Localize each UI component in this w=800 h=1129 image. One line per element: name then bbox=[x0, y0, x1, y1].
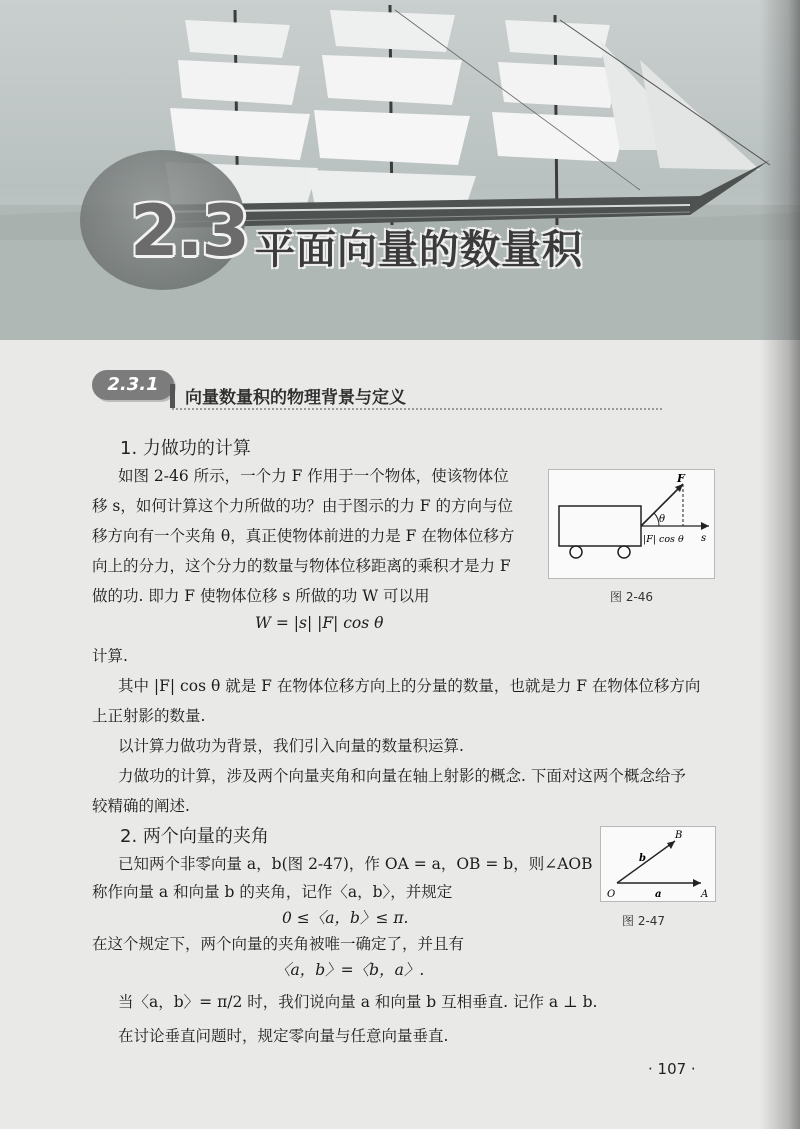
section-number-badge: 2.3.1 bbox=[92, 370, 174, 400]
chapter-title: 平面向量的数量积 bbox=[255, 227, 583, 273]
page-edge-shadow bbox=[760, 0, 800, 1129]
paragraph-line: 当〈a，b〉= π/2 时，我们说向量 a 和向量 b 互相垂直. 记作 a ⊥ b. bbox=[118, 993, 598, 1011]
section-title: 向量数量积的物理背景与定义 bbox=[185, 388, 406, 408]
paragraph-line: 移方向有一个夹角 θ，真正使物体前进的力是 F 在物体位移方 bbox=[92, 527, 515, 545]
label-s: s bbox=[701, 533, 707, 544]
paragraph-line: 计算. bbox=[92, 647, 128, 665]
figure-2-46-caption: 图 2-46 bbox=[610, 590, 654, 604]
paragraph-line: 其中 |F| cos θ 就是 F 在物体位移方向上的分量的数量，也就是力 F 在物体位移方向 bbox=[118, 677, 701, 695]
page-number: · 107 · bbox=[648, 1060, 696, 1078]
figure-2-47-caption: 图 2-47 bbox=[622, 914, 666, 928]
label-B: B bbox=[675, 830, 683, 841]
label-a: a bbox=[655, 889, 662, 900]
paragraph-line: 在讨论垂直问题时，规定零向量与任意向量垂直. bbox=[118, 1027, 449, 1045]
paragraph-line: 力做功的计算，涉及两个向量夹角和向量在轴上射影的概念. 下面对这两个概念给予 bbox=[118, 767, 686, 785]
angle-symmetry-formula: 〈a，b〉=〈b，a〉. bbox=[275, 961, 425, 979]
label-b: b bbox=[639, 853, 646, 864]
paragraph-line: 向上的分力，这个分力的数量与物体位移距离的乘积才是力 F bbox=[92, 557, 511, 575]
subsection-heading-work: 1. 力做功的计算 bbox=[120, 438, 251, 459]
label-F: F bbox=[677, 472, 685, 485]
paragraph-line: 在这个规定下，两个向量的夹角被唯一确定了，并且有 bbox=[92, 935, 465, 953]
section-rule-marker bbox=[170, 384, 175, 408]
label-A: A bbox=[701, 889, 709, 900]
paragraph-line: 已知两个非零向量 a，b(图 2-47)，作 OA = a，OB = b，则∠AOB bbox=[118, 855, 593, 873]
paragraph-line: 移 s，如何计算这个力所做的功？由于图示的力 F 的方向与位 bbox=[92, 497, 513, 515]
chapter-number: 2.3 bbox=[130, 190, 249, 272]
paragraph-line: 上正射影的数量. bbox=[92, 707, 206, 725]
force-diagram bbox=[549, 470, 714, 578]
angle-range-formula: 0 ≤〈a，b〉≤ π. bbox=[282, 909, 409, 927]
work-formula: W = |s| |F| cos θ bbox=[255, 614, 384, 632]
section-divider bbox=[172, 408, 662, 410]
label-component: |F| cos θ bbox=[643, 534, 684, 545]
paragraph-line: 以计算力做功为背景，我们引入向量的数量积运算. bbox=[118, 737, 464, 755]
figure-2-47 bbox=[600, 826, 716, 902]
paragraph-line: 称作向量 a 和向量 b 的夹角，记作〈a，b〉，并规定 bbox=[92, 883, 453, 901]
paragraph-line: 做的功. 即力 F 使物体位移 s 所做的功 W 可以用 bbox=[92, 587, 430, 605]
label-theta: θ bbox=[659, 514, 666, 525]
label-O: O bbox=[607, 889, 616, 900]
chapter-header-image bbox=[0, 0, 800, 340]
subsection-heading-angle: 2. 两个向量的夹角 bbox=[120, 826, 269, 847]
figure-2-46 bbox=[548, 469, 715, 579]
paragraph-line: 较精确的阐述. bbox=[92, 797, 190, 815]
paragraph-line: 如图 2-46 所示，一个力 F 作用于一个物体，使该物体位 bbox=[118, 467, 509, 485]
vector-angle-diagram bbox=[601, 827, 715, 901]
